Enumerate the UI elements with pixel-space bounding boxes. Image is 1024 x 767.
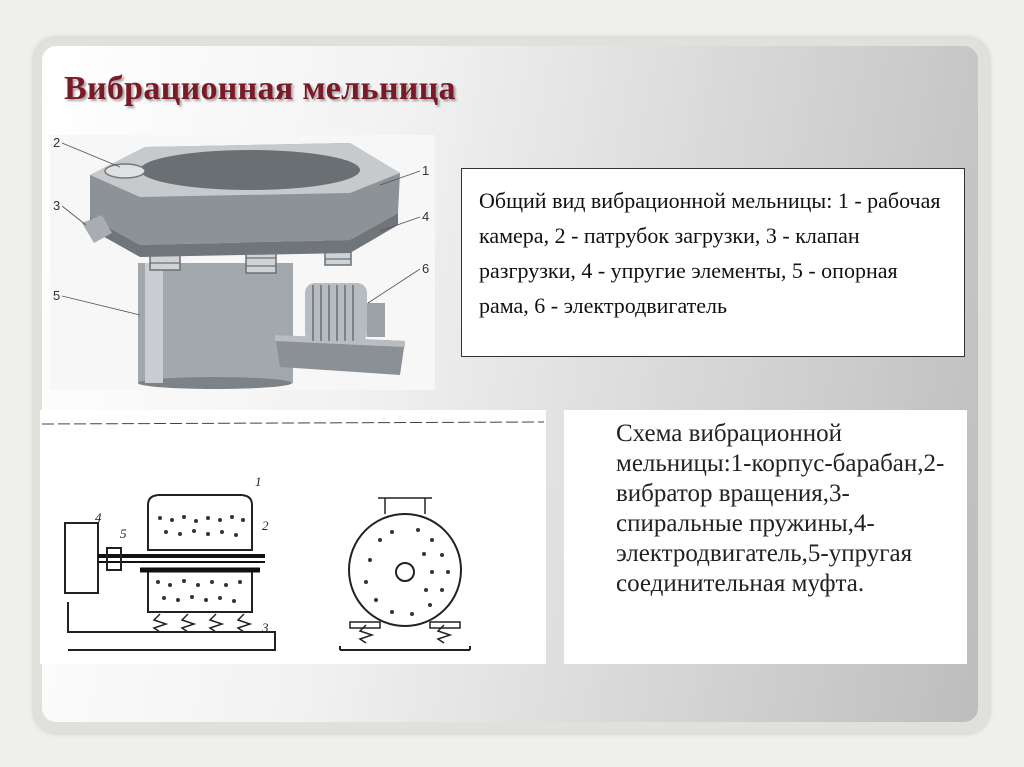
callout-3: 3 — [53, 198, 61, 213]
schema-label-1: 1 — [255, 474, 262, 489]
callout-2: 2 — [53, 135, 61, 150]
schema-label-2: 2 — [262, 518, 269, 533]
scheme-caption: Схема вибрационной мельницы:1-корпус-барабан,2-вибратор вращения,3-спиральные пружины,4-электродвигатель,5-упругая соединительная муфта. — [616, 420, 945, 597]
callout-6: 6 — [422, 261, 430, 276]
callout-4: 4 — [422, 209, 430, 224]
slide-title: Вибрационная мельница — [64, 70, 456, 107]
schema-label-3: 3 — [262, 620, 269, 635]
schema-label-4: 4 — [95, 510, 102, 525]
mill-description: Общий вид вибрационной мельницы: 1 - рабочая камера, 2 - патрубок загрузки, 3 - клапан разгрузки, 4 - упругие элементы, 5 - опорная рама, 6 - электродвигатель — [479, 188, 941, 318]
schema-label-5: 5 — [120, 526, 127, 541]
mill-photo — [50, 135, 435, 390]
mill-schematic — [40, 410, 546, 664]
callout-1: 1 — [422, 163, 430, 178]
mill-description-box — [461, 168, 965, 357]
callout-5: 5 — [53, 288, 61, 303]
